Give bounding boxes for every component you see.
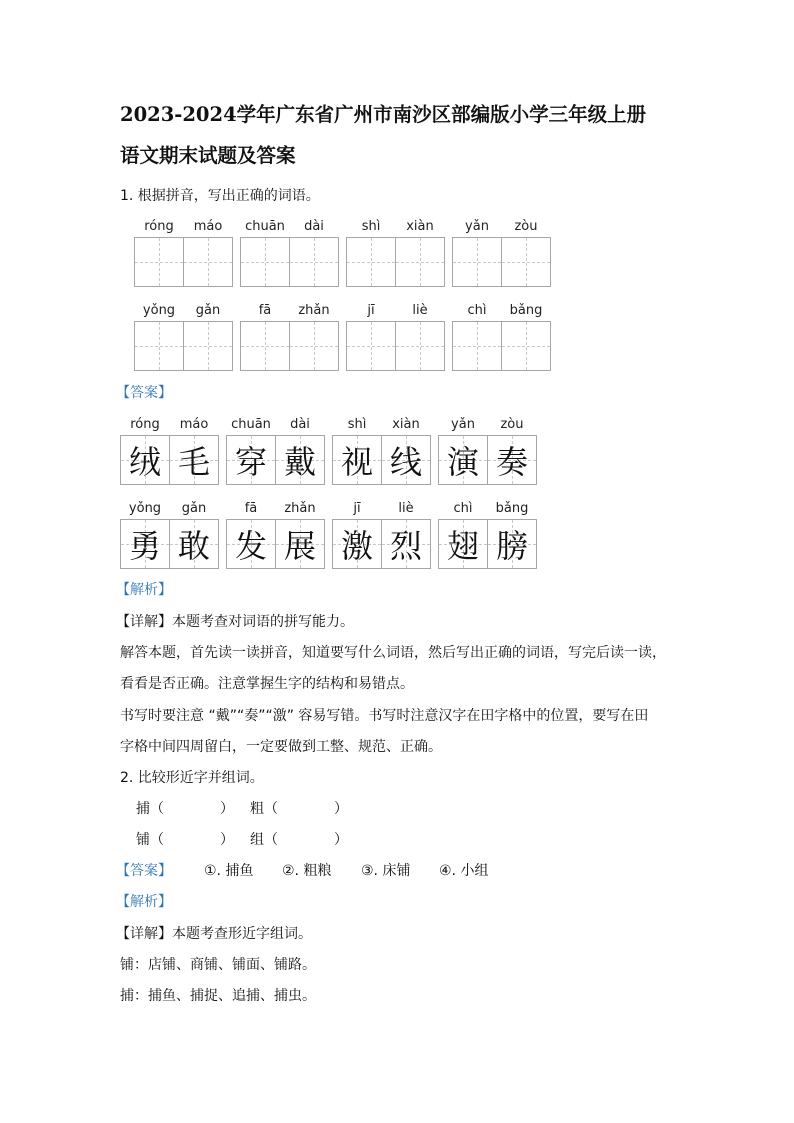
pinyin-label: fā [258, 303, 272, 318]
answer-character: 线 [389, 443, 422, 481]
tianzige-word [346, 303, 444, 371]
tianzige-cell[interactable] [452, 219, 502, 287]
answer-character: 戴 [283, 443, 316, 481]
tianzige-cell [120, 501, 170, 569]
tianzige-cell [275, 501, 325, 569]
tianzige-word [240, 219, 338, 287]
pinyin-label: dài [290, 417, 310, 432]
tianzige-cell[interactable] [395, 303, 445, 371]
tianzige-cell[interactable] [134, 219, 184, 287]
answer-character: 膀 [495, 527, 528, 565]
q1-analysis-label: 【解析】 [116, 582, 172, 598]
answer-character: 翅 [446, 527, 479, 565]
q2-answer: ④. 小组 [439, 863, 489, 879]
answer-character: 烈 [389, 527, 422, 565]
answer-character: 奏 [495, 443, 528, 481]
answer-character: 勇 [128, 527, 161, 565]
tianzige-word [226, 501, 324, 569]
tianzige-cell[interactable] [395, 219, 445, 287]
pinyin-label: chì [453, 501, 473, 516]
q2-answer: ①. 捕鱼 [204, 863, 254, 879]
pinyin-label: bǎng [509, 303, 543, 318]
pinyin-label: yǒng [142, 303, 176, 318]
pinyin-label: gǎn [181, 501, 207, 516]
answer-character: 激 [340, 527, 373, 565]
pinyin-label: zòu [500, 417, 524, 432]
tianzige-cell [438, 417, 488, 485]
pinyin-label: jī [367, 303, 375, 318]
q1-analysis-line: 书写时要注意 “戴”“奏”“激” 容易写错。书写时注意汉字在田字格中的位置，要写在田 [120, 708, 649, 724]
q2-answer-label: 【答案】 [116, 863, 172, 879]
tianzige-cell [381, 417, 431, 485]
title-line-1: 2023-2024学年广东省广州市南沙区部编版小学三年级上册 [120, 103, 647, 126]
tianzige-cell [332, 417, 382, 485]
pinyin-label: máo [193, 219, 223, 234]
tianzige-cell[interactable] [501, 219, 551, 287]
tianzige-cell[interactable] [501, 303, 551, 371]
q1-analysis-line: 【详解】本题考查对词语的拼写能力。 [116, 614, 354, 630]
q1-analysis-line: 看看是否正确。注意掌握生字的结构和易错点。 [120, 676, 414, 692]
pinyin-label: fā [244, 501, 258, 516]
tianzige-word [332, 501, 430, 569]
tianzige-cell [169, 417, 219, 485]
tianzige-cell[interactable] [240, 303, 290, 371]
tianzige-word [332, 417, 430, 485]
tianzige-word [120, 417, 218, 485]
tianzige-word [438, 501, 536, 569]
tianzige-word [120, 501, 218, 569]
pinyin-label: jī [353, 501, 361, 516]
q2-answer: ②. 粗粮 [282, 863, 332, 879]
tianzige-cell [275, 417, 325, 485]
tianzige-cell [332, 501, 382, 569]
pinyin-label: máo [179, 417, 209, 432]
q1-analysis-line: 解答本题，首先读一读拼音，知道要写什么词语，然后写出正确的词语，写完后读一读， [120, 645, 666, 661]
q2-prompt: 2. 比较形近字并组词。 [120, 770, 264, 786]
pinyin-label: róng [144, 219, 174, 234]
q1-prompt: 1. 根据拼音，写出正确的词语。 [120, 188, 320, 204]
pinyin-label: xiàn [392, 417, 420, 432]
tianzige-cell [226, 417, 276, 485]
q2-analysis-line: 【详解】本题考查形近字组词。 [116, 926, 312, 942]
tianzige-word [452, 219, 550, 287]
tianzige-cell [381, 501, 431, 569]
pinyin-label: yǒng [128, 501, 162, 516]
tianzige-cell [169, 501, 219, 569]
pinyin-label: zhǎn [298, 303, 330, 318]
pinyin-label: chuān [231, 417, 271, 432]
tianzige-cell [120, 417, 170, 485]
pinyin-label: chì [467, 303, 487, 318]
q2-item: 组（ ） [250, 832, 348, 848]
tianzige-word [226, 417, 324, 485]
pinyin-label: xiàn [406, 219, 434, 234]
pinyin-label: zhǎn [284, 501, 316, 516]
pinyin-label: róng [130, 417, 160, 432]
tianzige-cell[interactable] [452, 303, 502, 371]
answer-character: 演 [446, 443, 479, 481]
tianzige-cell [487, 417, 537, 485]
tianzige-cell[interactable] [183, 303, 233, 371]
pinyin-label: zòu [514, 219, 538, 234]
tianzige-word [134, 219, 232, 287]
pinyin-label: dài [304, 219, 324, 234]
q2-answer: ③. 床铺 [361, 863, 411, 879]
q1-analysis-line: 字格中间四周留白，一定要做到工整、规范、正确。 [120, 739, 442, 755]
q2-item: 铺（ ） [136, 832, 234, 848]
tianzige-cell [438, 501, 488, 569]
answer-character: 毛 [177, 443, 210, 481]
answer-character: 敢 [177, 527, 210, 565]
tianzige-cell [226, 501, 276, 569]
answer-character: 视 [340, 443, 373, 481]
tianzige-word [452, 303, 550, 371]
tianzige-cell[interactable] [134, 303, 184, 371]
tianzige-cell[interactable] [240, 219, 290, 287]
tianzige-cell[interactable] [183, 219, 233, 287]
pinyin-label: shì [347, 417, 367, 432]
answer-character: 绒 [128, 443, 161, 481]
q2-item: 捕（ ） [136, 801, 234, 817]
tianzige-cell[interactable] [346, 303, 396, 371]
pinyin-label: shì [361, 219, 381, 234]
q1-answer-label: 【答案】 [116, 385, 172, 401]
pinyin-label: yǎn [465, 219, 489, 234]
tianzige-cell [487, 501, 537, 569]
answer-character: 展 [283, 527, 316, 565]
tianzige-cell[interactable] [289, 219, 339, 287]
q2-item: 粗（ ） [250, 801, 348, 817]
tianzige-word [134, 303, 232, 371]
tianzige-cell[interactable] [289, 303, 339, 371]
tianzige-cell[interactable] [346, 219, 396, 287]
pinyin-label: liè [412, 303, 428, 318]
tianzige-word [438, 417, 536, 485]
title-line-2: 语文期末试题及答案 [120, 144, 296, 167]
q2-analysis-line: 捕：捕鱼、捕捉、追捕、捕虫。 [120, 988, 316, 1004]
answer-character: 发 [234, 527, 267, 565]
tianzige-word [240, 303, 338, 371]
pinyin-label: chuān [245, 219, 285, 234]
q2-analysis-line: 铺：店铺、商铺、铺面、铺路。 [120, 957, 316, 973]
tianzige-word [346, 219, 444, 287]
pinyin-label: liè [398, 501, 414, 516]
pinyin-label: gǎn [195, 303, 221, 318]
answer-character: 穿 [234, 443, 267, 481]
pinyin-label: bǎng [495, 501, 529, 516]
pinyin-label: yǎn [451, 417, 475, 432]
q2-analysis-label: 【解析】 [116, 894, 172, 910]
